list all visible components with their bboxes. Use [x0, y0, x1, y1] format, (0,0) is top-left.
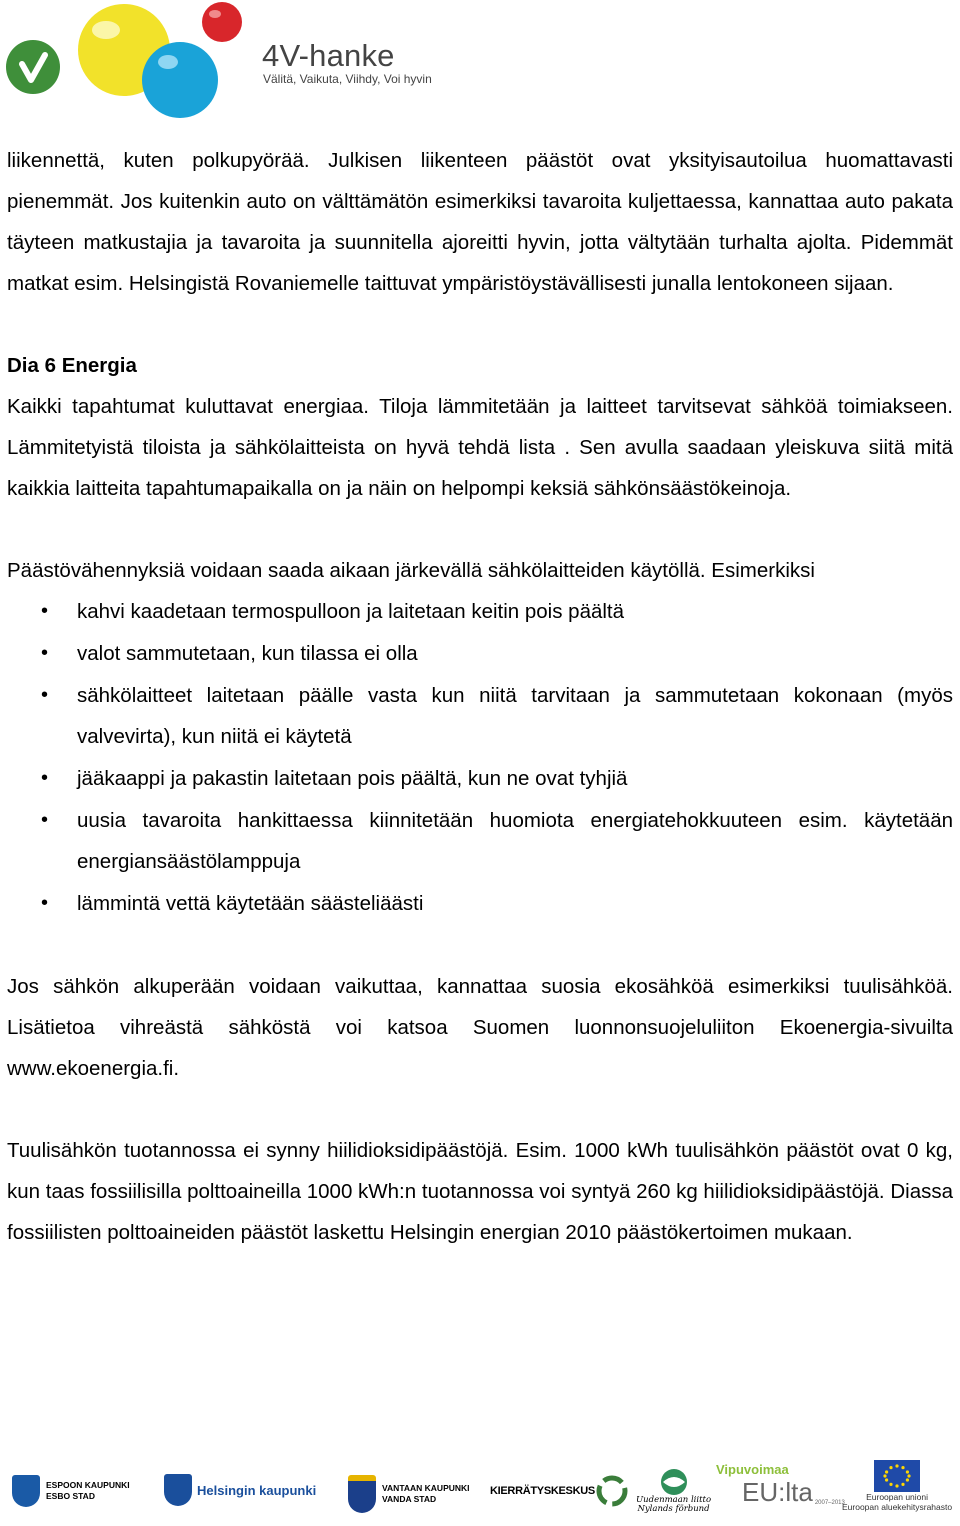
- list-item: • uusia tavaroita hankittaessa kiinnitetään huomiota energiatehokkuuteen esim. käytetään energiansäästölamppuja: [7, 800, 953, 882]
- helsinki-name: Helsingin kaupunki: [197, 1482, 317, 1498]
- list-item: • sähkölaitteet laitetaan päälle vasta kun niitä tarvitaan ja sammutetaan kokonaan (myös valvevirta), kun niitä ei käytetä: [7, 675, 953, 757]
- section-heading: Dia 6 Energia: [7, 354, 137, 377]
- list-item: • valot sammutetaan, kun tilassa ei olla: [7, 633, 953, 674]
- list-item: • lämmintä vettä käytetään säästeliäästi: [7, 883, 953, 924]
- uusimaa-name-swedish: Nylands förbund: [637, 1504, 710, 1514]
- recycle-icon: [595, 1474, 629, 1508]
- document-body: [7, 140, 953, 1253]
- uusimaa-emblem-icon: [657, 1468, 691, 1496]
- helsinki-crest-icon: [164, 1474, 192, 1506]
- paragraph-wind-power: Tuulisähkön tuotannossa ei synny hiilidioksidipäästöjä. Esim. 1000 kWh tuulisähkön päästöt ovat 0 kg, kun taas fossiilisilla polttoaineilla 1000 kWh:n tuotannossa voi syntyä 260 kg hiilidioksidipäästöjä. Diassa fossiilisten polttoaineiden päästöt laskettu Helsingin energian 2010 päästökertoimen mukaan.: [7, 1139, 953, 1244]
- espoo-logo: [12, 1475, 130, 1507]
- kierratyskeskus-name: KIERRÄTYSKESKUS: [490, 1484, 595, 1497]
- list-item: • kahvi kaadetaan termospulloon ja laitetaan keitin pois päältä: [7, 591, 953, 632]
- eu-flag-icon: [874, 1460, 920, 1492]
- eu-lta-label: EU:lta: [742, 1477, 813, 1507]
- footer-logos: [0, 1460, 960, 1526]
- espoo-name-swedish: ESBO STAD: [46, 1491, 95, 1501]
- paragraph-reductions: Päästövähennyksiä voidaan saada aikaan järkevällä sähkölaitteiden käytöllä. Esimerkiksi: [7, 559, 815, 582]
- vipuvoimaa-logo: [716, 1462, 845, 1506]
- logo-balls-graphic: [0, 0, 260, 125]
- vipuvoimaa-label: Vipuvoimaa: [716, 1462, 789, 1477]
- logo-title: 4V-hanke: [262, 38, 395, 73]
- paragraph-eco-electricity: Jos sähkön alkuperään voidaan vaikuttaa, kannattaa suosia ekosähköä esimerkiksi tuulisähköä. Lisätietoa vihreästä sähköstä voi katsoa Suomen luonnonsuojeluliiton Ekoenergia-sivuilta www.ekoenergia.fi.: [7, 975, 953, 1080]
- list-item: • jääkaappi ja pakastin laitetaan pois päältä, kun ne ovat tyhjiä: [7, 758, 953, 799]
- paragraph-transport: liikennettä, kuten polkupyörää. Julkisen liikenteen päästöt ovat yksityisautoilua huomattavasti pienemmät. Jos kuitenkin auto on välttämätön esimerkiksi tavaroita kuljettaessa, kannattaa auto pakata täyteen matkustajia ja tavaroita ja suunnitella ajoreitti hyvin, jotta vältytään turhalta ajolta. Pidemmät matkat esim. Helsingistä Rovaniemelle taittuvat ympäristöystävällisesti junalla lentokoneen sijaan.: [7, 149, 953, 295]
- eu-logo: [842, 1460, 952, 1512]
- vantaa-name-swedish: VANDA STAD: [382, 1494, 437, 1504]
- uusimaa-logo: [636, 1468, 711, 1514]
- vantaa-name: VANTAAN KAUPUNKI: [382, 1483, 470, 1493]
- vantaa-crest-icon: [348, 1475, 376, 1513]
- paragraph-energy: Kaikki tapahtumat kuluttavat energiaa. Tiloja lämmitetään ja laitteet tarvitsevat sähköä toimiakseen. Lämmitetyistä tiloista ja sähkölaitteista on hyvä tehdä lista . Sen avulla saadaan yleiskuva siitä mitä kaikkia laitteita tapahtumapaikalla on ja näin on helpompi keksiä sähkönsäästökeinoja.: [7, 395, 953, 500]
- bullet-list: [7, 591, 953, 924]
- eu-period-years: 2007–2013: [814, 1500, 845, 1506]
- espoo-name: ESPOON KAUPUNKI: [46, 1480, 130, 1490]
- helsinki-logo: [164, 1474, 316, 1506]
- vantaa-logo: [348, 1475, 470, 1513]
- kierratyskeskus-logo: [490, 1474, 629, 1508]
- espoo-crest-icon: [12, 1475, 40, 1507]
- eu-name: Euroopan unioni: [866, 1492, 929, 1502]
- uusimaa-name: Uudenmaan liitto: [636, 1495, 712, 1505]
- eu-fund-name: Euroopan aluekehitysrahasto: [842, 1502, 953, 1512]
- logo-tagline: Välitä, Vaikuta, Viihdy, Voi hyvin: [263, 72, 432, 86]
- project-logo: [0, 0, 480, 125]
